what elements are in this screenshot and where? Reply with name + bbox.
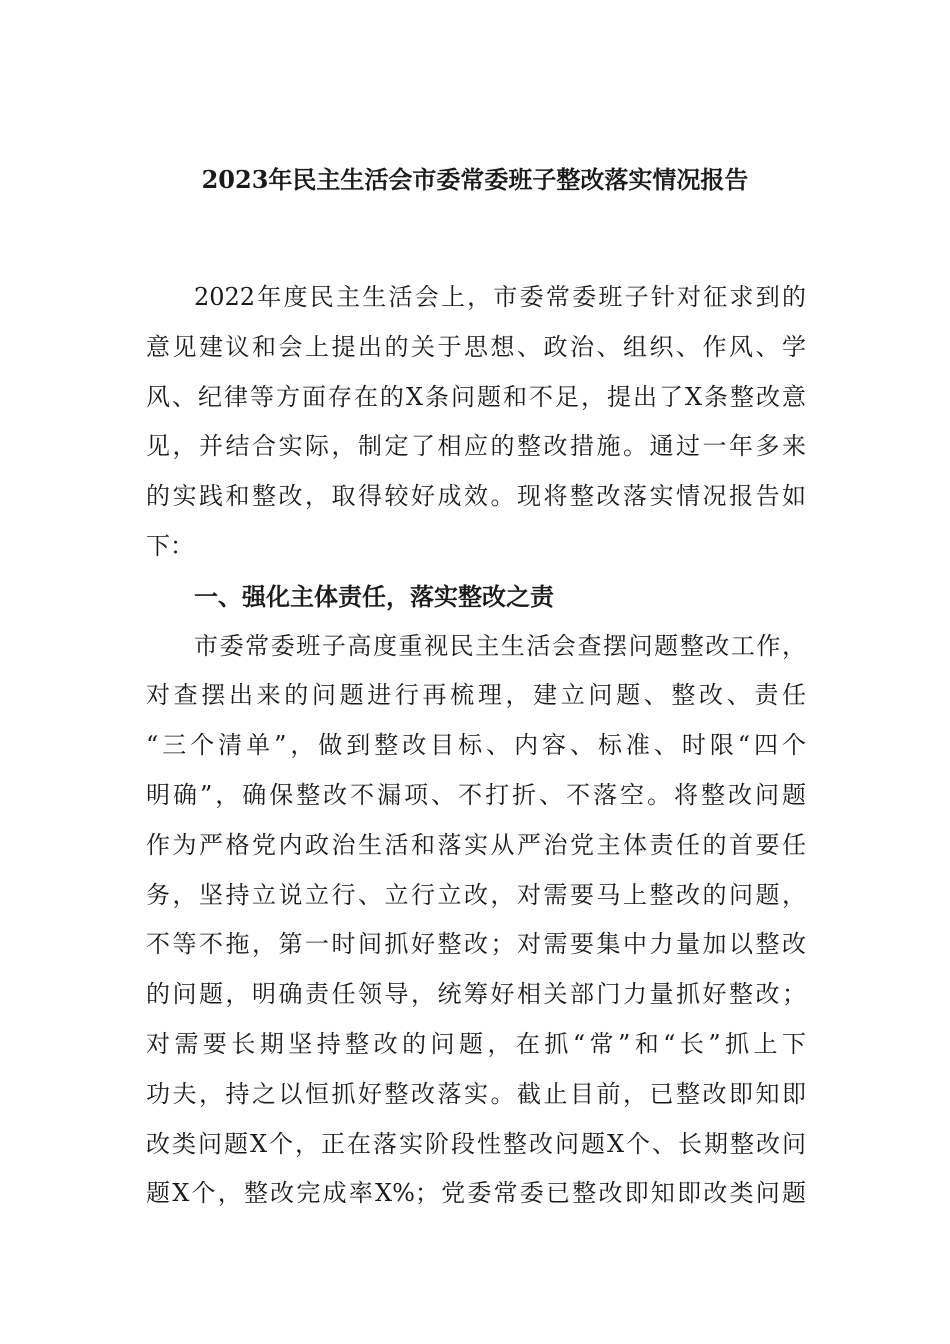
- paragraph-line: 题X个，整改完成率X%；党委常委已整改即知即改类问题: [146, 1179, 806, 1208]
- document-body: [146, 273, 806, 1219]
- paragraph-line: 对查摆出来的问题进行再梳理，建立问题、整改、责任: [146, 681, 806, 710]
- paragraph-line: “三个清单”，做到整改目标、内容、标准、时限“四个: [146, 731, 806, 760]
- paragraph-line: 意见建议和会上提出的关于思想、政治、组织、作风、学: [146, 332, 806, 361]
- paragraph-line: 下：: [146, 531, 194, 560]
- paragraph-line: 2022年度民主生活会上，市委常委班子针对征求到的: [194, 283, 806, 311]
- paragraph-line: 改类问题X个，正在落实阶段性整改问题X个、长期整改问: [146, 1129, 806, 1158]
- paragraph-line: 市委常委班子高度重视民主生活会查摆问题整改工作，: [194, 631, 806, 660]
- paragraph-line: 务，坚持立说立行、立行立改，对需要马上整改的问题，: [146, 880, 806, 909]
- paragraph-line: 明确”，确保整改不漏项、不打折、不落空。将整改问题: [146, 780, 806, 809]
- document-title: 2023年民主生活会市委常委班子整改落实情况报告: [201, 165, 749, 194]
- paragraph-line: 风、纪律等方面存在的X条问题和不足，提出了X条整改意: [146, 382, 806, 411]
- paragraph-line: 对需要长期坚持整改的问题，在抓“常”和“长”抓上下: [146, 1029, 806, 1058]
- paragraph-line: 不等不拖，第一时间抓好整改；对需要集中力量加以整改: [146, 930, 806, 959]
- paragraph-line: 作为严格党内政治生活和落实从严治党主体责任的首要任: [146, 830, 806, 859]
- section-heading: 一、强化主体责任，落实整改之责: [194, 581, 554, 611]
- paragraph-line: 的问题，明确责任领导，统筹好相关部门力量抓好整改；: [146, 980, 806, 1009]
- paragraph-line: 的实践和整改，取得较好成效。现将整改落实情况报告如: [146, 482, 806, 511]
- paragraph-line: 见，并结合实际，制定了相应的整改措施。通过一年多来: [146, 432, 806, 461]
- paragraph-line: 功夫，持之以恒抓好整改落实。截止目前，已整改即知即: [146, 1079, 806, 1108]
